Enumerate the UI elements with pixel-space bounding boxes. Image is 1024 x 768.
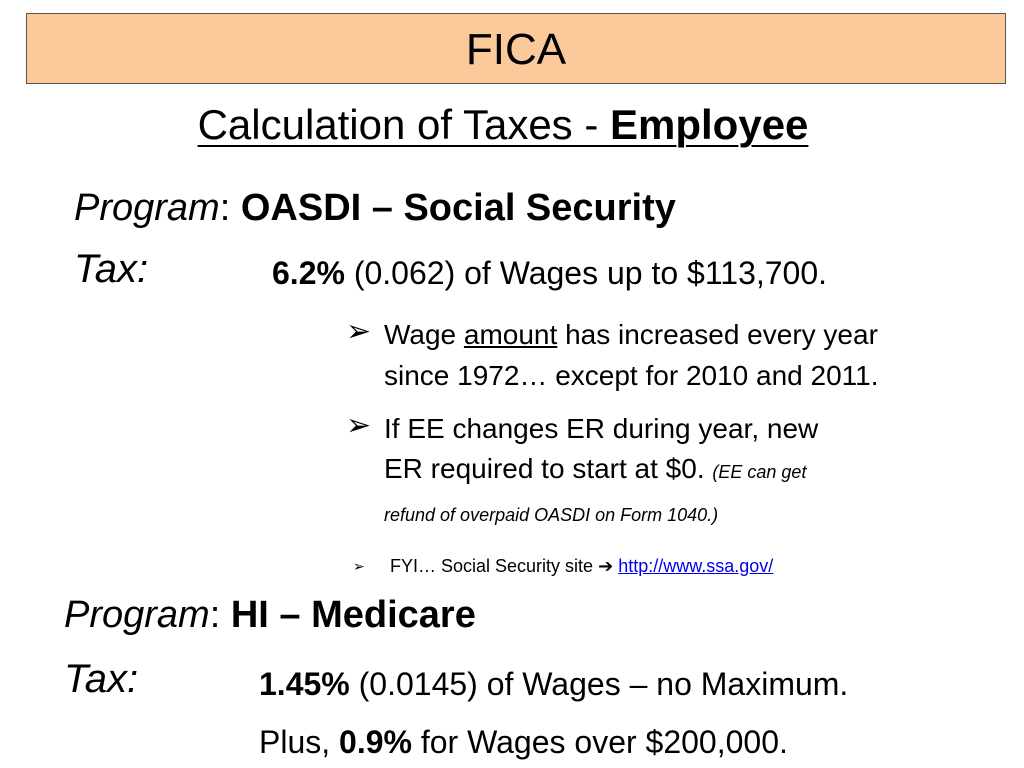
hi-tax-rate: 1.45% — [259, 666, 350, 702]
bullet-arrow-icon: ➢ — [346, 315, 372, 348]
hi-tax-line — [259, 664, 848, 704]
oasdi-program-label: Program — [74, 187, 220, 229]
oasdi-tax-line — [272, 253, 827, 293]
bullet-1-pre: Wage — [384, 319, 464, 350]
bullet-arrow-icon: ➢ — [346, 409, 372, 442]
oasdi-bullet-2-line-2 — [384, 451, 806, 490]
hi-tax-label: Tax: — [64, 657, 139, 701]
oasdi-program-name: OASDI – Social Security — [240, 187, 676, 229]
hi-program-line — [64, 592, 476, 638]
slide-title: FICA — [465, 25, 567, 74]
oasdi-tax-rate: 6.2% — [272, 255, 345, 291]
hi-plus-line — [259, 722, 788, 762]
hi-tax-rest: (0.0145) of Wages – no Maximum. — [349, 666, 849, 702]
right-arrow-icon: ➔ — [598, 556, 614, 576]
bullet-1-underlined: amount — [463, 319, 558, 350]
bullet-2-note: (EE can get — [712, 462, 807, 482]
fyi-line — [390, 554, 773, 578]
oasdi-bullet-2-line-1: If EE changes ER during year, new — [384, 413, 819, 444]
hi-plus-pre: Plus, — [259, 724, 340, 760]
hi-plus-rate: 0.9% — [339, 724, 412, 760]
hi-program-colon: : — [209, 594, 231, 636]
oasdi-tax-rest: (0.062) of Wages up to $113,700. — [344, 255, 828, 291]
oasdi-bullet-2-line-3: refund of overpaid OASDI on Form 1040.) — [384, 505, 719, 525]
oasdi-bullet-1-line-1 — [384, 317, 878, 353]
fyi-text: FYI… Social Security site — [390, 556, 599, 576]
slide-title-box — [26, 13, 1006, 84]
hi-program-name: HI – Medicare — [230, 594, 476, 636]
oasdi-program-colon: : — [219, 187, 241, 229]
bullet-2-main: ER required to start at $0. — [384, 453, 713, 484]
hi-plus-post: for Wages over $200,000. — [411, 724, 788, 760]
subtitle-plain: Calculation of Taxes - — [197, 101, 610, 148]
subtitle-text — [198, 101, 809, 148]
oasdi-program-line — [74, 185, 676, 231]
oasdi-tax-label: Tax: — [74, 247, 149, 291]
hi-program-label: Program — [64, 594, 210, 636]
ssa-link[interactable]: http://www.ssa.gov/ — [618, 556, 774, 576]
subtitle-bold: Employee — [610, 101, 809, 148]
oasdi-bullet-1-line-2: since 1972… except for 2010 and 2011. — [384, 360, 879, 391]
slide-subtitle — [0, 100, 1006, 150]
bullet-1-post: has increased every year — [557, 319, 878, 350]
fyi-bullet-arrow-icon: ➢ — [353, 558, 365, 574]
